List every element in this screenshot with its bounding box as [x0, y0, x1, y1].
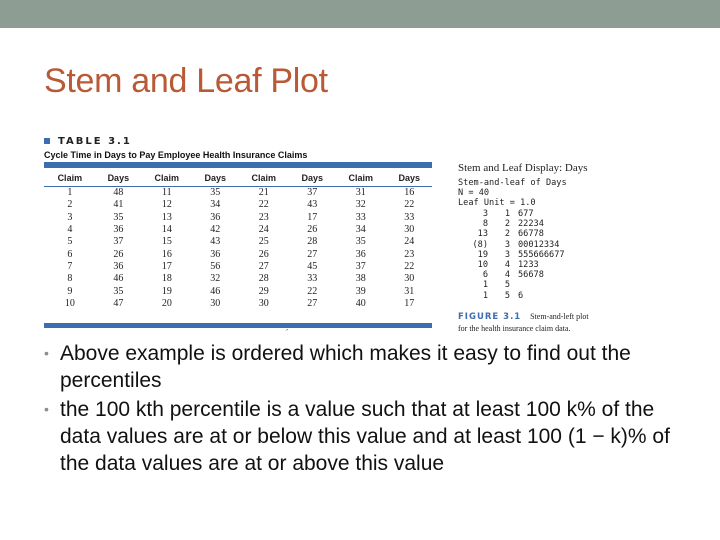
table-row [44, 298, 432, 310]
figure-caption-b: for the health insurance claim data. [458, 324, 571, 333]
table-cell: 8 [67, 273, 73, 285]
table-cell: 15 [161, 236, 172, 248]
table-cell: 4 [67, 224, 73, 236]
stem-leaf-row [458, 240, 598, 250]
table-cell: 35 [355, 236, 366, 248]
table-cell: 45 [307, 260, 318, 272]
table-row [44, 199, 432, 211]
stem-leaf-row [458, 291, 598, 301]
table-cell: 33 [404, 211, 415, 223]
stem-leaf-row [458, 229, 598, 239]
figure-caption [458, 306, 658, 333]
table-row [44, 224, 432, 236]
table-cell: 11 [161, 187, 172, 199]
table-cell: 22 [307, 285, 318, 297]
stem-leaf-stem: 5 [504, 290, 510, 301]
stem-leaf-row [458, 250, 598, 260]
bullet-item [44, 396, 684, 477]
stem-leaf-stem: 2 [504, 219, 510, 230]
table-cell: 33 [307, 273, 318, 285]
table-cell: 14 [161, 224, 172, 236]
table-cell: 19 [161, 285, 172, 297]
table-cell: 17 [161, 260, 172, 272]
table-top-rule [44, 162, 432, 168]
table-cell: 13 [161, 211, 172, 223]
table-cell: 22 [404, 199, 415, 211]
claims-table [44, 170, 432, 310]
table-row [44, 248, 432, 260]
table-cell: 28 [258, 273, 269, 285]
stem-leaf-stem: 4 [504, 260, 510, 271]
table-row [44, 187, 432, 200]
table-cell: 35 [113, 211, 124, 223]
stem-leaf-n: N = 40 [458, 188, 490, 199]
stem-leaf-depth: 6 [482, 270, 488, 281]
table-cell: 23 [258, 211, 269, 223]
figure-label: FIGURE 3.1 [458, 312, 522, 322]
table-cell: 48 [113, 187, 124, 199]
table-cell: 26 [258, 248, 269, 260]
stem-leaf-leaves: 6 [518, 290, 524, 301]
table-cell: 27 [258, 260, 269, 272]
stem-leaf-leaves: 677 [518, 209, 534, 219]
table-caption: Cycle Time in Days to Pay Employee Health Insurance Claims [44, 150, 308, 160]
table-cell: 47 [113, 297, 124, 309]
table-cell: 30 [210, 297, 221, 309]
stem-leaf-leaves: 555666677 [518, 249, 565, 260]
table-cell: 6 [67, 248, 73, 260]
stem-leaf-stem: 3 [504, 239, 510, 250]
table-cell: 34 [355, 224, 366, 236]
stem-leaf-leaves: 56678 [518, 270, 544, 281]
stem-leaf-depth: 3 [482, 209, 488, 219]
column-header: Claim [238, 170, 290, 187]
table-cell: 37 [355, 260, 366, 272]
stem-leaf-depth: 13 [477, 229, 488, 240]
table-cell: 32 [355, 199, 366, 211]
table-row [44, 236, 432, 248]
column-header: Days [96, 170, 141, 187]
table-cell: 33 [355, 211, 366, 223]
table-header-row [44, 170, 432, 187]
column-header: Claim [141, 170, 193, 187]
table-marker-icon [44, 138, 50, 144]
table-cell: 37 [113, 236, 124, 248]
table-cell: 36 [210, 248, 221, 260]
stem-leaf-stem: 1 [504, 209, 510, 219]
table-cell: 39 [355, 285, 366, 297]
stem-leaf-stem: 3 [504, 249, 510, 260]
table-cell: 37 [307, 187, 318, 199]
table-cell: 46 [113, 273, 124, 285]
table-cell: 32 [210, 273, 221, 285]
stem-leaf-leaves: 22234 [518, 219, 544, 230]
bullet-text: the 100 kth percentile is a value such that at least 100 k% of the data values are at or below this value and at least 100 (1 − k)% of the data values are at or above this value [60, 398, 670, 475]
stem-leaf-unit: Leaf Unit = 1.0 [458, 198, 536, 209]
table-cell: 17 [307, 211, 318, 223]
claims-table-figure [44, 134, 432, 330]
table-cell: 42 [210, 224, 221, 236]
table-cell: 30 [404, 273, 415, 285]
table-cell: 24 [258, 224, 269, 236]
stem-leaf-header [458, 178, 567, 209]
table-cell: 46 [210, 285, 221, 297]
stem-leaf-row [458, 280, 598, 290]
table-row [44, 212, 432, 224]
table-cell: 7 [67, 260, 73, 272]
table-cell: 1 [67, 187, 73, 199]
table-cell: 22 [404, 260, 415, 272]
table-cell: 20 [161, 297, 172, 309]
table-cell: 31 [404, 285, 415, 297]
table-cell: 43 [210, 236, 221, 248]
slide-title: Stem and Leaf Plot [44, 62, 328, 100]
table-cell: 35 [113, 285, 124, 297]
stem-leaf-row [458, 260, 598, 270]
bullet-icon: • [44, 345, 49, 361]
table-cell: 41 [113, 199, 124, 211]
table-cell: 29 [258, 285, 269, 297]
top-bar [0, 0, 720, 28]
table-cell: 16 [404, 187, 415, 199]
table-label-row [44, 134, 132, 148]
table-cell: 35 [210, 187, 221, 199]
table-cell: 5 [67, 236, 73, 248]
stem-leaf-figure [456, 162, 656, 332]
bullet-list [44, 340, 684, 479]
table-cell: 23 [404, 248, 415, 260]
stem-leaf-leaves: 00012334 [518, 239, 560, 250]
table-cell: 40 [355, 297, 366, 309]
table-cell: 30 [258, 297, 269, 309]
table-cell: 36 [355, 248, 366, 260]
table-cell: 43 [307, 199, 318, 211]
stem-leaf-rows [458, 209, 598, 301]
column-header: Days [290, 170, 335, 187]
stem-leaf-row [458, 270, 598, 280]
table-cell: 26 [113, 248, 124, 260]
table-cell: 36 [113, 260, 124, 272]
column-header: Claim [44, 170, 96, 187]
table-label: TABLE 3.1 [58, 135, 132, 147]
table-cell: 36 [113, 224, 124, 236]
column-header: Days [193, 170, 238, 187]
table-cell: 21 [258, 187, 269, 199]
stem-leaf-row [458, 209, 598, 219]
table-cell: 56 [210, 260, 221, 272]
table-cell: 27 [307, 297, 318, 309]
stem-leaf-row [458, 219, 598, 229]
table-cell: 17 [404, 297, 415, 309]
table-cell: 26 [307, 224, 318, 236]
table-cell: 34 [210, 199, 221, 211]
column-header: Days [387, 170, 432, 187]
table-cell: 16 [161, 248, 172, 260]
table-cell: 12 [161, 199, 172, 211]
table-cell: 38 [355, 273, 366, 285]
table-cell: 36 [210, 211, 221, 223]
table-cell: 27 [307, 248, 318, 260]
stem-leaf-depth: 10 [477, 260, 488, 271]
stem-leaf-depth: (8) [472, 239, 488, 250]
table-cell: 30 [404, 224, 415, 236]
table-cell: 10 [64, 297, 75, 309]
stem-leaf-leaves: 1233 [518, 260, 539, 271]
bullet-text: Above example is ordered which makes it easy to find out the percentiles [60, 342, 631, 392]
stray-mark: ′ [286, 328, 289, 339]
figure-caption-a: Stem-and-left plot [530, 312, 589, 321]
table-row [44, 261, 432, 273]
stem-leaf-stem: 2 [504, 229, 510, 240]
stem-leaf-depth: 19 [477, 249, 488, 260]
stem-leaf-depth: 1 [482, 280, 488, 291]
stem-leaf-depth: 8 [482, 219, 488, 230]
table-cell: 18 [161, 273, 172, 285]
stem-leaf-leaves [510, 280, 598, 290]
table-row [44, 285, 432, 297]
table-cell: 28 [307, 236, 318, 248]
table-cell: 24 [404, 236, 415, 248]
bullet-icon: • [44, 401, 49, 417]
table-cell: 22 [258, 199, 269, 211]
table-cell: 9 [67, 285, 73, 297]
bullet-item [44, 340, 684, 394]
table-bottom-rule [44, 323, 432, 328]
table-cell: 3 [67, 211, 73, 223]
table-cell: 2 [67, 199, 73, 211]
stem-leaf-depth: 1 [482, 290, 488, 301]
column-header: Claim [335, 170, 387, 187]
table-row [44, 273, 432, 285]
stem-leaf-leaves: 66778 [518, 229, 544, 240]
stem-leaf-title: Stem and Leaf Display: Days [458, 162, 588, 174]
stem-leaf-stem: 4 [504, 270, 510, 281]
table-cell: 25 [258, 236, 269, 248]
stem-leaf-stem: 5 [504, 280, 510, 291]
table-cell: 31 [355, 187, 366, 199]
stem-leaf-subtitle: Stem-and-leaf of Days [458, 178, 567, 188]
